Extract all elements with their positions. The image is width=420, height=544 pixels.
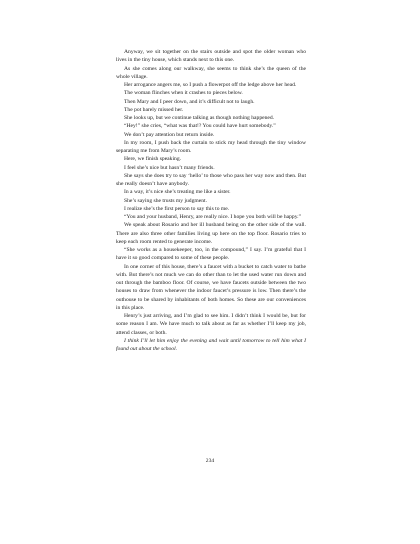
paragraph: Her arrogance angers me, so I push a flowerpot off the ledge above her head. bbox=[124, 82, 297, 88]
paragraph: Henry’s just arriving, and I’m glad to see him. I didn’t think I would be, but for some reason I am. We have much to talk about as far as whether I’ll keep my job, attend classes, or both. bbox=[116, 313, 306, 336]
paragraph: “You and your husband, Henry, are really nice. I hope you both will be happy.” bbox=[124, 214, 302, 220]
paragraph: Here, we finish speaking. bbox=[124, 156, 182, 163]
paragraph-italic: I think I’ll let him enjoy the evening and wait until tomorrow to tell him what I found out about the school. bbox=[116, 337, 306, 352]
paragraph: We speak about Rosario and her ill husband being on the other side of the wall. There are also three other families living up here on the top floor. Rosario tries to keep each room rented to generate income. bbox=[116, 222, 306, 245]
paragraph: As she comes along our walkway, she seems to think she’s the queen of the whole village. bbox=[116, 65, 306, 80]
page-number: 234 bbox=[205, 458, 215, 464]
paragraph: In a way, it’s nice she’s treating me like a sister. bbox=[124, 189, 231, 196]
paragraph: She says she does try to say ‘hello’ to those who pass her way now and then. But she really doesn’t have anybody. bbox=[116, 172, 306, 187]
paragraph: In one corner of this house, there’s a faucet with a bucket to catch water to bathe with. But there’s not much we can do other than to let the used water run down and out through the bamboo floor. Of course, we have faucets outside between the two houses to draw from whenever the indoor faucet’s pressure is low. Then there’s the outhouse to be shared by inhabitants of both homes. So these are our conveniences in this place. bbox=[116, 263, 306, 311]
body-text bbox=[116, 48, 306, 353]
paragraph: She’s saying she trusts my judgment. bbox=[124, 197, 207, 204]
paragraph: Then Mary and I peer down, and it’s difficult not to laugh. bbox=[124, 98, 255, 105]
paragraph: “She works as a housekeeper, too, in the compound,” I say. I’m grateful that I have it so good compared to some of these people. bbox=[116, 247, 306, 262]
paragraph: She looks up, but we continue talking as though nothing happened. bbox=[124, 115, 275, 121]
paragraph: In my room, I push back the curtain to stick my head through the tiny window separating me from Mary’s room. bbox=[116, 139, 306, 154]
paragraph: We don’t pay attention but return inside. bbox=[124, 131, 215, 138]
paragraph: The pot barely missed her. bbox=[124, 106, 184, 113]
paragraph: The woman flinches when it crashes to pieces below. bbox=[124, 90, 243, 97]
paragraph: I feel she’s nice but hasn’t many friends. bbox=[124, 164, 215, 171]
paragraph: “Hey!” she cries, “what was that!? You could have hurt somebody.” bbox=[124, 123, 276, 130]
paragraph: I realize she’s the first person to say this to me. bbox=[124, 205, 230, 212]
paragraph: Anyway, we sit together on the stairs outside and spot the older woman who lives in the tiny house, which stands next to this one. bbox=[116, 49, 306, 64]
